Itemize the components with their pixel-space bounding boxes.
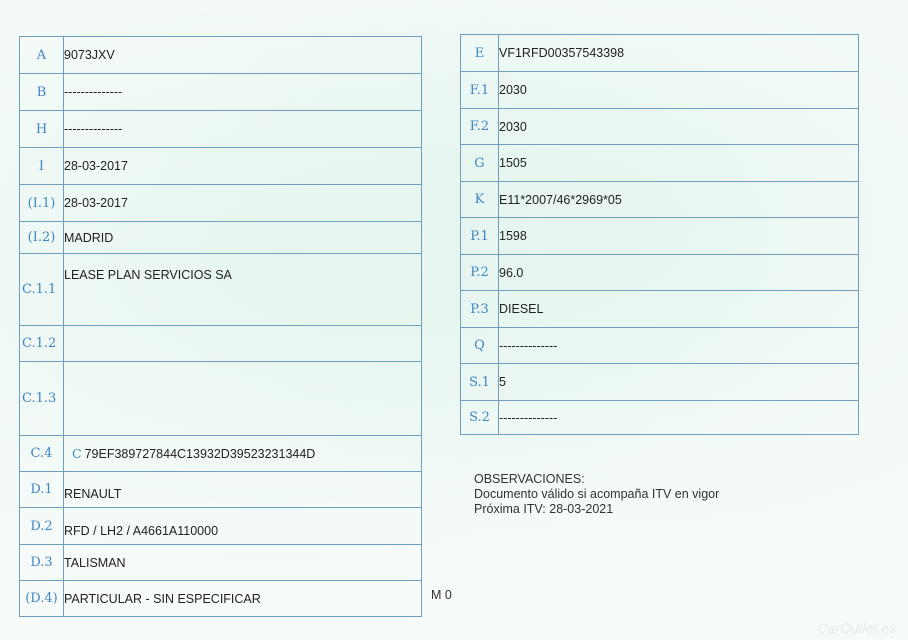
field-code: (D.4)	[20, 581, 64, 617]
field-row-c11	[20, 254, 422, 326]
field-code: H	[20, 111, 64, 148]
field-value: 96.0	[499, 255, 859, 291]
field-code: S.1	[461, 364, 499, 401]
field-code: C.1.3	[20, 362, 64, 436]
field-row-p2	[461, 255, 859, 291]
field-row-d1	[20, 472, 422, 508]
field-row-d4	[20, 581, 422, 617]
field-code: I	[20, 148, 64, 185]
field-code: P.2	[461, 255, 499, 291]
field-value: RENAULT	[64, 472, 422, 508]
field-value: TALISMAN	[64, 545, 422, 581]
field-value	[64, 436, 422, 472]
m0-label: M 0	[431, 588, 452, 602]
field-code: C.1.2	[20, 326, 64, 362]
field-row-f1	[461, 72, 859, 109]
field-value: 28-03-2017	[64, 148, 422, 185]
field-value: 5	[499, 364, 859, 401]
field-value: 9073JXV	[64, 37, 422, 74]
field-row-d3	[20, 545, 422, 581]
field-code: A	[20, 37, 64, 74]
watermark: CarOutlet.es	[817, 620, 896, 636]
field-row-d2	[20, 508, 422, 545]
field-value: 28-03-2017	[64, 185, 422, 222]
field-value: VF1RFD00357543398	[499, 35, 859, 72]
observations-line-2: Próxima ITV: 28-03-2021	[474, 502, 614, 516]
field-row-f2	[461, 109, 859, 145]
field-code: F.1	[461, 72, 499, 109]
field-row-i1	[20, 185, 422, 222]
field-code: P.1	[461, 218, 499, 255]
right-fields-table	[460, 34, 859, 435]
field-value: --------------	[499, 328, 859, 364]
field-value: MADRID	[64, 222, 422, 254]
field-code: F.2	[461, 109, 499, 145]
field-code: K	[461, 182, 499, 218]
field-value: RFD / LH2 / A4661A110000	[64, 508, 422, 545]
observations-line-1: Documento válido si acompaña ITV en vigor	[474, 487, 720, 501]
field-code: D.3	[20, 545, 64, 581]
field-row-s2	[461, 401, 859, 435]
field-value: PARTICULAR - SIN ESPECIFICAR	[64, 581, 422, 617]
field-row-k	[461, 182, 859, 218]
field-row-q	[461, 328, 859, 364]
field-code: B	[20, 74, 64, 111]
field-code: P.3	[461, 291, 499, 328]
field-value	[64, 362, 422, 436]
field-value: 2030	[499, 109, 859, 145]
field-row-b	[20, 74, 422, 111]
field-code: S.2	[461, 401, 499, 435]
field-row-c13	[20, 362, 422, 436]
field-code: G	[461, 145, 499, 182]
field-row-i2	[20, 222, 422, 254]
field-row-e	[461, 35, 859, 72]
field-code: Q	[461, 328, 499, 364]
field-row-a	[20, 37, 422, 74]
field-value: DIESEL	[499, 291, 859, 328]
field-code: D.2	[20, 508, 64, 545]
field-row-g	[461, 145, 859, 182]
field-row-c12	[20, 326, 422, 362]
left-fields-table	[19, 36, 422, 617]
field-value: --------------	[64, 74, 422, 111]
field-code: C.4	[20, 436, 64, 472]
field-code: E	[461, 35, 499, 72]
field-row-p1	[461, 218, 859, 255]
field-code: D.1	[20, 472, 64, 508]
field-row-i	[20, 148, 422, 185]
field-row-c4	[20, 436, 422, 472]
field-value-text: 79EF389727844C13932D39523231344D	[84, 447, 316, 461]
field-row-h	[20, 111, 422, 148]
field-value: 2030	[499, 72, 859, 109]
field-code: (I.1)	[20, 185, 64, 222]
field-value: LEASE PLAN SERVICIOS SA	[64, 254, 422, 326]
field-row-p3	[461, 291, 859, 328]
field-code: C.1.1	[20, 254, 64, 326]
field-value: --------------	[499, 401, 859, 435]
field-value: E11*2007/46*2969*05	[499, 182, 859, 218]
observations-block	[474, 472, 719, 517]
field-value: 1598	[499, 218, 859, 255]
field-value	[64, 326, 422, 362]
field-code: (I.2)	[20, 222, 64, 254]
field-prefix: C	[72, 446, 82, 461]
field-value: --------------	[64, 111, 422, 148]
field-row-s1	[461, 364, 859, 401]
observations-title: OBSERVACIONES:	[474, 472, 585, 486]
field-value: 1505	[499, 145, 859, 182]
